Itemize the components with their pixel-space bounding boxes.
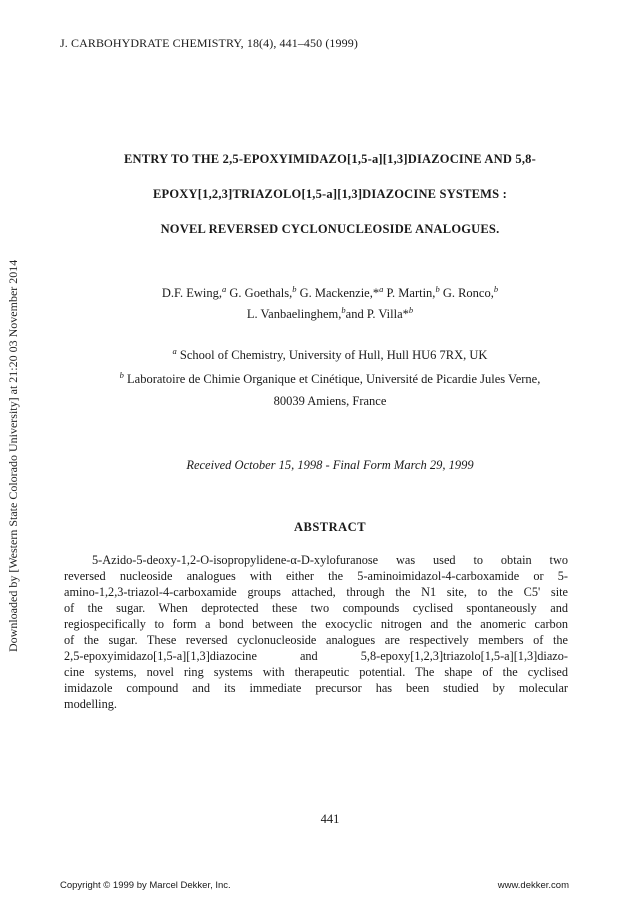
author-mark: a [222,283,227,294]
abstract-line: reversed nucleoside analogues with either the 5-aminoimidazol-4-carboxamide or 5- [64,569,568,583]
author-mark: b [435,283,440,294]
publisher-website: www.dekker.com [497,880,569,891]
abstract-line: 5-Azido-5-deoxy-1,2-O-isopropylidene-α-D-xylofuranose was used to obtain two [92,553,568,567]
abstract-line: of the sugar. When deprotected these two compounds cyclised spontaneously and [64,601,568,615]
author-name: and P. Villa* [345,307,409,321]
title-line-1: ENTRY TO THE 2,5-EPOXYIMIDAZO[1,5-a][1,3]DIAZOCINE AND 5,8- [124,152,536,166]
author-mark: a [379,283,384,294]
abstract-line: imidazole compound and its immediate precursor has been studied by molecular [64,681,568,695]
abstract-line: cine systems, novel ring systems with therapeutic potential. The shape of the cyclised [64,665,568,679]
author-name: G. Mackenzie,* [296,286,380,300]
journal-header: J. CARBOHYDRATE CHEMISTRY, 18(4), 441–450 (1999) [60,36,358,50]
abstract-line: 2,5-epoxyimidazo[1,5-a][1,3]diazocine and 5,8-epoxy[1,2,3]triazolo[1,5-a][1,3]diazo- [64,649,568,663]
author-name: D.F. Ewing, [161,286,223,300]
authors-line-1 [70,283,590,301]
title-line-3: NOVEL REVERSED CYCLONUCLEOSIDE ANALOGUES. [160,222,500,236]
affiliation-b [70,369,590,387]
author-mark: b [292,283,297,294]
author-name: G. Goethals, [226,286,293,300]
download-note: Downloaded by [Western State Colorado University] at 21:20 03 November 2014 [6,259,20,652]
affiliation-mark: a [172,345,177,356]
abstract-line: of the sugar. These reversed cyclonucleoside analogues are respectively members of the [64,633,568,647]
authors-line-2 [70,304,590,322]
page-number: 441 [320,812,340,826]
copyright-notice: Copyright © 1999 by Marcel Dekker, Inc. [60,880,231,891]
author-mark: b [493,283,499,294]
title-line-2: EPOXY[1,2,3]TRIAZOLO[1,5-a][1,3]DIAZOCINE SYSTEMS : [153,187,507,201]
received-dates: Received October 15, 1998 - Final Form March 29, 1999 [186,458,474,472]
author-name: L. Vanbaelinghem, [246,307,342,321]
affiliation-a [70,345,590,363]
author-mark: b [408,304,414,315]
author-name: G. Ronco, [439,286,494,300]
abstract-body [64,552,568,712]
affiliation-mark: b [119,369,124,380]
affiliation-text: School of Chemistry, University of Hull, Hull HU6 7RX, UK [176,348,488,362]
author-name: P. Martin, [383,286,436,300]
abstract-line: modelling. [64,697,117,711]
abstract-line: regiospecifically to form a bond between the exocyclic nitrogen and the anomeric carbon [64,617,568,631]
affiliation-b-city: 80039 Amiens, France [273,394,387,408]
abstract-heading: ABSTRACT [293,520,367,534]
affiliation-text: Laboratoire de Chimie Organique et Cinétique, Université de Picardie Jules Verne, [123,372,541,386]
author-mark: b [341,304,346,315]
abstract-line: amino-1,2,3-triazol-4-carboxamide groups attached, through the N1 site, to the C5' site [64,585,568,599]
